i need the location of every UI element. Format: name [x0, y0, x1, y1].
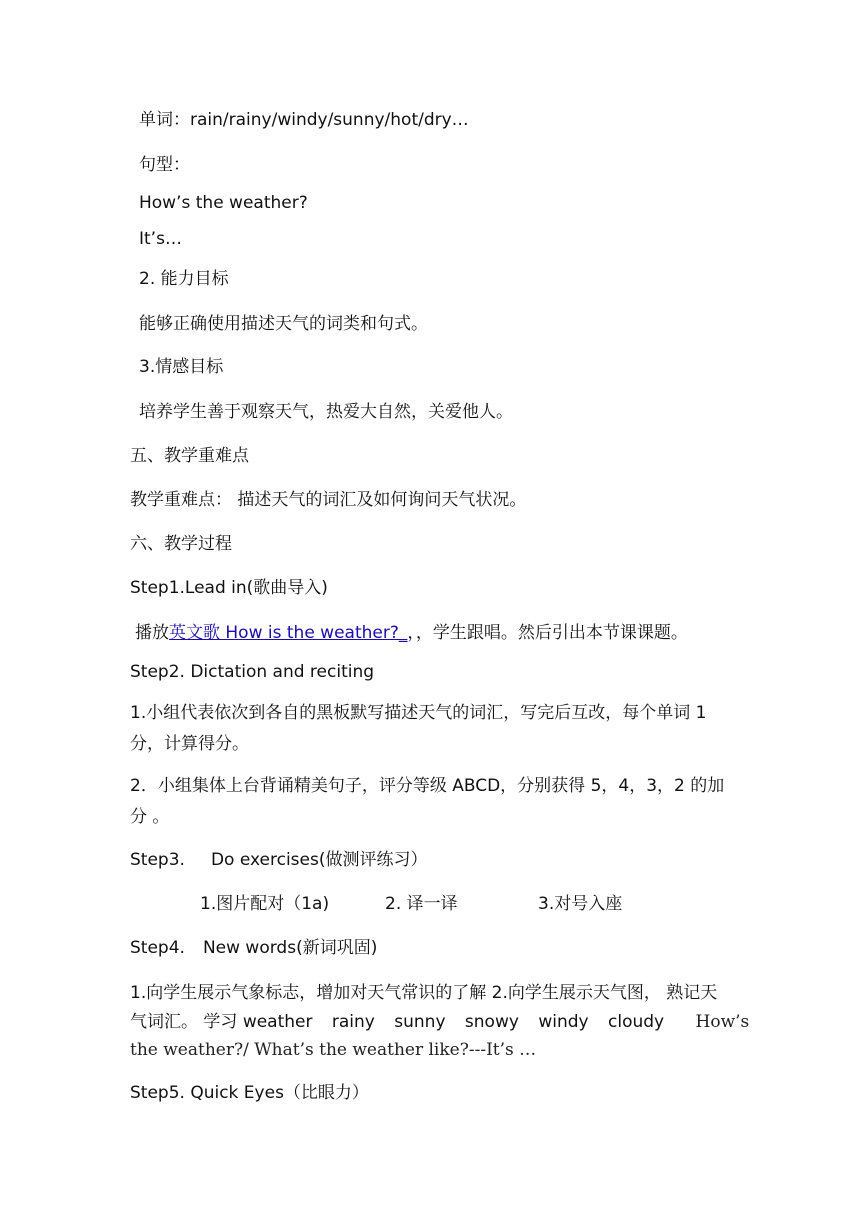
- sentence-question: How’s the weather?: [139, 193, 308, 213]
- step4-line2: [130, 1011, 749, 1033]
- step4-line3: the weather?/ What’s the weather like?---It’s …: [130, 1040, 537, 1060]
- word-snowy: snowy: [464, 1012, 519, 1032]
- emotion-heading: 3.情感目标: [139, 357, 224, 377]
- word-rainy: rainy: [331, 1012, 375, 1032]
- section5-text: 教学重难点： 描述天气的词汇及如何询问天气状况。: [130, 490, 527, 510]
- ability-text: 能够正确使用描述天气的词类和句式。: [139, 314, 428, 334]
- sentence-heading: 句型：: [139, 155, 190, 175]
- step4-line1: 1.向学生展示气象标志，增加对天气常识的了解 2.向学生展示天气图， 熟记天: [130, 983, 718, 1003]
- step4-title: New words(新词巩固): [202, 938, 378, 958]
- step3-title-row: [130, 849, 427, 871]
- step2-item2-line2: 分 。: [130, 807, 170, 827]
- step3-title: Do exercises(做测评练习）: [210, 850, 428, 870]
- vocab-line: 单词：rain/rainy/windy/sunny/hot/dry…: [139, 110, 469, 130]
- step3-exercise-3: 3.对号入座: [538, 894, 623, 914]
- word-cloudy: cloudy: [608, 1012, 665, 1032]
- emotion-text: 培养学生善于观察天气，热爱大自然，关爱他人。: [139, 402, 513, 422]
- step1-title: Step1.Lead in(歌曲导入): [130, 578, 328, 598]
- step2-item1-line2: 分，计算得分。: [130, 734, 249, 754]
- word-sunny: sunny: [394, 1012, 446, 1032]
- step3-exercise-2: 2. 译一译: [385, 894, 458, 914]
- step1-text: [135, 622, 688, 644]
- step5-title: Step5. Quick Eyes（比眼力）: [130, 1083, 369, 1103]
- step1-prefix: 播放: [135, 623, 169, 643]
- ability-heading: 2. 能力目标: [139, 269, 229, 289]
- section6-heading: 六、教学过程: [130, 534, 232, 554]
- song-link[interactable]: 英文歌 How is the weather?_: [169, 623, 408, 643]
- section5-heading: 五、教学重难点: [130, 446, 249, 466]
- word-weather: weather: [242, 1012, 313, 1032]
- step3-exercise-1: 1.图片配对（1a): [200, 894, 330, 914]
- step2-title: Step2. Dictation and reciting: [130, 662, 375, 682]
- step2-item1-line1: 1.小组代表依次到各自的黑板默写描述天气的词汇，写完后互改，每个单词 1: [130, 703, 707, 723]
- step4-title-row: [130, 937, 377, 959]
- question-hows: How’s: [695, 1012, 750, 1032]
- step4-line2-prefix: 气词汇。 学习: [130, 1012, 238, 1032]
- step2-item2-line1: 2．小组集体上台背诵精美句子，评分等级 ABCD，分别获得 5，4，3，2 的加: [130, 776, 725, 796]
- step4-label: Step4.: [130, 938, 185, 958]
- word-windy: windy: [538, 1012, 589, 1032]
- sentence-answer: It’s…: [139, 229, 182, 249]
- step1-suffix: ，，学生跟唱。然后引出本节课课题。: [407, 623, 688, 643]
- step3-label: Step3.: [130, 850, 185, 870]
